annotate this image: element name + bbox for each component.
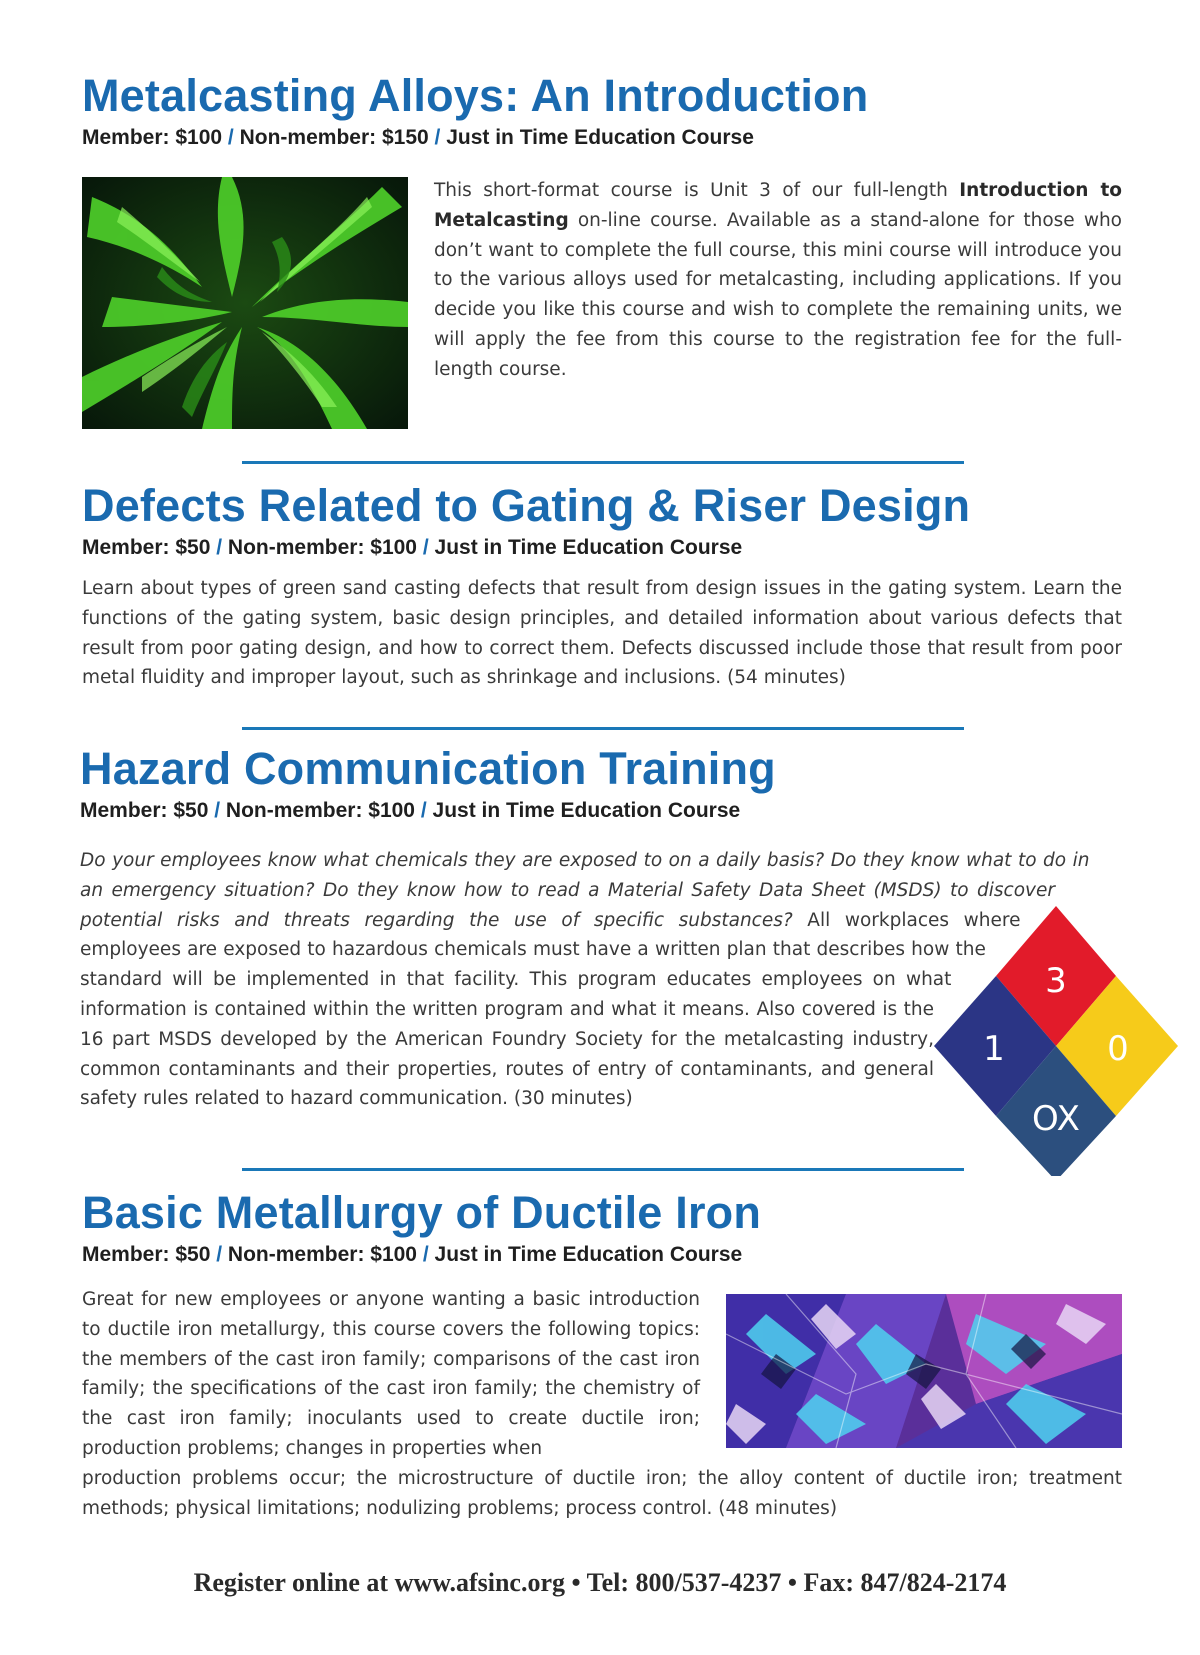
course-description xyxy=(434,176,1122,385)
course-pricing xyxy=(82,124,1122,152)
course-type: Just in Time Education Course xyxy=(434,1243,743,1266)
special-hazard-code: OX xyxy=(1032,1099,1080,1139)
course-description xyxy=(80,846,1124,1174)
description-text: Great for new employees or anyone wanting a basic introduction to ductile iron metallurgy, this course covers the following topics: the members of the cast iron family; comparisons of the cast iron family; the specifications of the cast iron family; the chemistry of the cast iron family; inoculants used to create ductile iron; production problems; changes in properties when xyxy=(82,1289,700,1459)
member-price: Member: $50 xyxy=(82,536,211,559)
description-text: production problems occur; the microstructure of ductile iron; the alloy content of ductile iron; treatment methods; physical limitations; nodulizing problems; process control. (48 minutes) xyxy=(82,1467,1122,1519)
price-separator: / xyxy=(216,536,223,559)
price-separator: / xyxy=(434,126,441,149)
price-separator: / xyxy=(214,799,221,822)
course-title: Basic Metallurgy of Ductile Iron xyxy=(82,1187,762,1238)
course-hazard-communication xyxy=(80,743,1120,825)
instability-rating: 0 xyxy=(1107,1029,1129,1069)
member-price: Member: $50 xyxy=(80,799,209,822)
description-text: This short-format course is Unit 3 of our full-length xyxy=(434,180,960,201)
course-pricing xyxy=(80,797,1120,825)
course-pricing xyxy=(82,534,1122,562)
nonmember-price: Non-member: $100 xyxy=(227,1243,417,1266)
member-price: Member: $50 xyxy=(82,1243,211,1266)
nonmember-price: Non-member: $150 xyxy=(239,126,429,149)
price-separator: / xyxy=(422,536,429,559)
ductile-iron-micrograph-image xyxy=(726,1294,1122,1448)
course-type: Just in Time Education Course xyxy=(432,799,741,822)
flammability-rating: 3 xyxy=(1045,961,1067,1001)
course-title: Hazard Communication Training xyxy=(80,743,776,794)
section-divider xyxy=(242,1168,964,1171)
course-reference: Introduction to Metalcasting xyxy=(434,180,1122,231)
course-type: Just in Time Education Course xyxy=(446,126,754,149)
course-ductile-iron xyxy=(82,1187,1122,1269)
alloy-micrograph-image xyxy=(82,177,408,429)
nonmember-price: Non-member: $100 xyxy=(227,536,417,559)
description-text: All workplaces where employees are exposed to hazardous chemicals must have a written plan that describes how the standard will be implemented in that facility. This program educates employees on what information is contained within the written program and what it means. Also covered is the 16 part MSDS developed by the American Foundry Society for the metalcasting industry, common contaminants and their properties, routes of entry of contaminants, and general safety rules related to hazard communication. (30 minutes) xyxy=(80,909,1021,1110)
description-questions: Do your employees know what chemicals they are exposed to on a daily basis? Do they know what to do in an emergency situation? Do they know how to read a Material Safety Data Sheet (MSDS) to discover potential risks and threats regarding the use of specific substances? xyxy=(80,850,1090,931)
description-text: on-line course. Available as a stand-alone for those who don’t want to complete the full course, this mini course will introduce you to the various alloys used for metalcasting, including applications. If you decide you like this course and wish to complete the remaining units, we will apply the fee from this course to the registration fee for the full-length course. xyxy=(434,209,1122,380)
registration-footer: Register online at www.afsinc.org • Tel: 800/537-4237 • Fax: 847/824-2174 xyxy=(193,1568,1007,1597)
price-separator: / xyxy=(216,1243,223,1266)
health-rating: 1 xyxy=(983,1029,1005,1069)
course-pricing xyxy=(82,1241,1122,1269)
course-metalcasting-alloys xyxy=(82,70,1122,152)
course-title: Metalcasting Alloys: An Introduction xyxy=(82,70,869,121)
price-separator: / xyxy=(227,126,234,149)
course-gating-riser-defects xyxy=(82,480,1122,693)
price-separator: / xyxy=(422,1243,429,1266)
section-divider xyxy=(242,727,964,730)
price-separator: / xyxy=(420,799,427,822)
course-title: Defects Related to Gating & Riser Design xyxy=(82,480,971,531)
member-price: Member: $100 xyxy=(82,126,223,149)
course-description: Learn about types of green sand casting defects that result from design issues in the gating system. Learn the functions of the gating system, basic design principles, and detailed information about various defects that result from poor gating design, and how to correct them. Defects discussed include those that result from poor metal fluidity and improper layout, such as shrinkage and inclusions. (54 minutes) xyxy=(82,578,1122,689)
section-divider xyxy=(242,461,964,464)
nonmember-price: Non-member: $100 xyxy=(225,799,415,822)
course-type: Just in Time Education Course xyxy=(434,536,743,559)
